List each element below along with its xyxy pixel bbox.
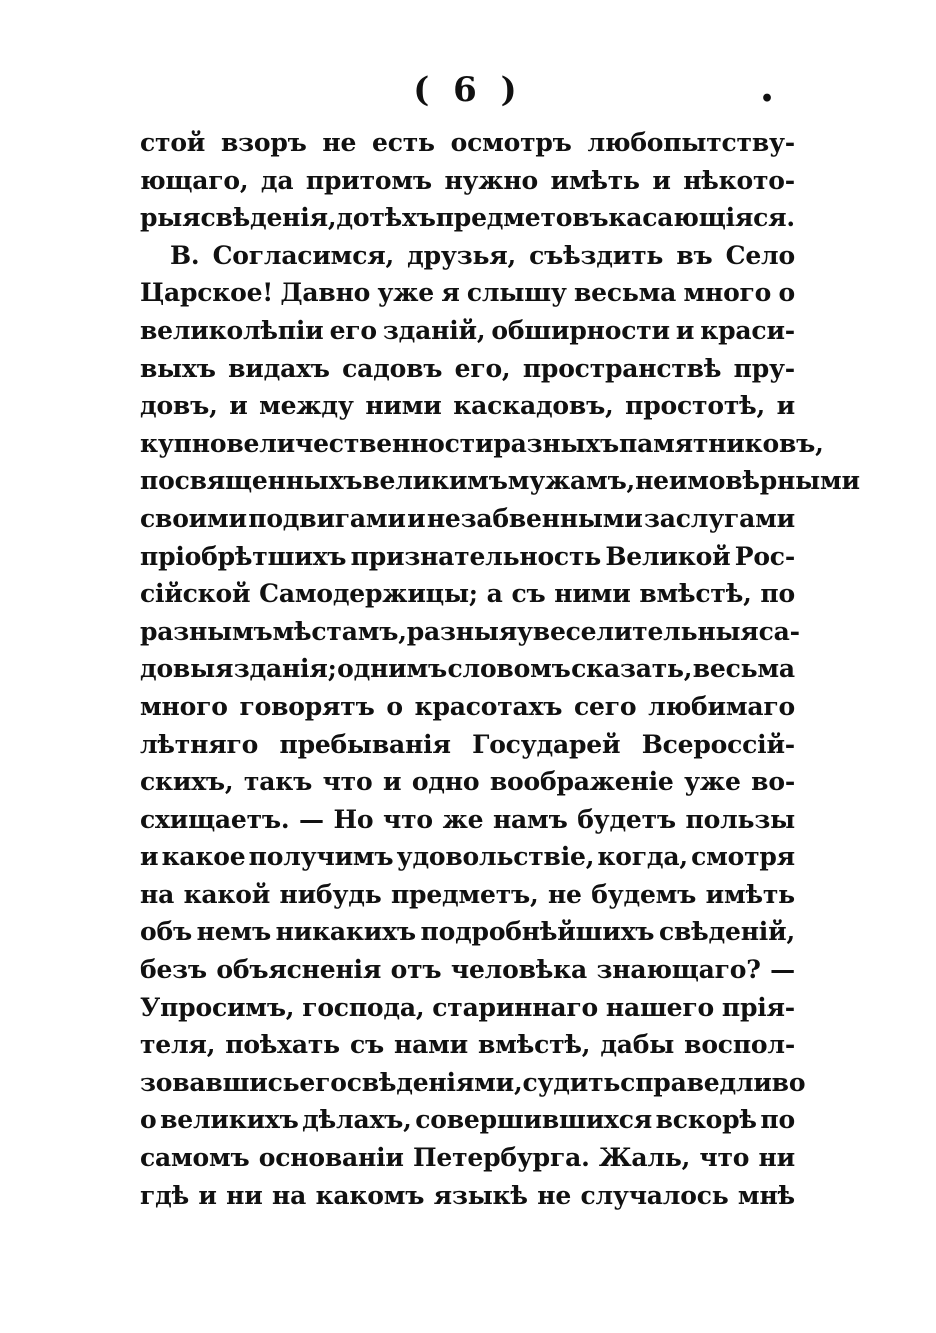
word: основаніи xyxy=(258,1143,404,1173)
word: предметовъ xyxy=(435,203,609,233)
word: какомъ xyxy=(315,1180,425,1210)
word: я xyxy=(441,278,460,308)
word: зовавшись xyxy=(140,1067,300,1097)
word: когда, xyxy=(597,842,688,872)
word: Всероссій- xyxy=(641,729,795,759)
word: великолѣпіи xyxy=(140,315,324,345)
word: пользы xyxy=(685,804,795,834)
text-line xyxy=(140,312,795,350)
text-line xyxy=(140,613,800,651)
word: сказать, xyxy=(571,654,693,684)
page-number: ( 6 ) xyxy=(413,70,523,110)
word: одно xyxy=(411,767,480,797)
word: отъ xyxy=(390,955,442,985)
text-line xyxy=(140,350,795,388)
word: дѣлахъ, xyxy=(302,1105,412,1135)
word: незабвенными xyxy=(426,503,643,533)
word: обширности xyxy=(491,315,670,345)
text-line xyxy=(140,387,795,425)
word: будетъ xyxy=(577,804,676,834)
word: стариннаго xyxy=(432,992,598,1022)
text-line xyxy=(140,1177,795,1215)
word: справедливо xyxy=(620,1067,806,1097)
word: Царское! xyxy=(140,278,274,308)
word: дабы xyxy=(600,1030,675,1060)
word: ними xyxy=(365,391,442,421)
print-mark: • xyxy=(760,86,775,112)
word: случалось xyxy=(580,1180,729,1210)
word: разнымъ xyxy=(140,616,273,646)
word: совершившихся xyxy=(415,1105,653,1135)
word: Самодержицы; xyxy=(259,579,478,609)
text-line xyxy=(140,575,795,613)
word: свѣденіями, xyxy=(346,1067,523,1097)
word: разныхъ xyxy=(493,428,619,458)
word: стой xyxy=(140,128,206,157)
word: смотря xyxy=(691,842,795,872)
word: его xyxy=(329,315,377,345)
word: нѣкото- xyxy=(683,165,795,195)
word: воспол- xyxy=(684,1030,795,1060)
word: осмотръ xyxy=(450,128,572,157)
word: о xyxy=(386,691,403,721)
word: свѣденія, xyxy=(200,203,337,233)
word: прія- xyxy=(721,992,795,1022)
text-line xyxy=(140,462,860,500)
word: — xyxy=(299,804,324,834)
word: о xyxy=(140,1105,157,1135)
word: вмѣстѣ, xyxy=(478,1030,591,1060)
word: много xyxy=(140,691,228,721)
text-line xyxy=(140,726,795,764)
word: вскорѣ xyxy=(655,1105,757,1135)
text-line xyxy=(140,1064,806,1102)
word: мужамъ, xyxy=(507,466,636,496)
word: схищаетъ. xyxy=(140,804,290,834)
word: памятниковъ, xyxy=(619,428,824,458)
text-line xyxy=(140,237,795,275)
word: ними xyxy=(554,579,631,609)
word: взоръ xyxy=(220,128,307,157)
word: есть xyxy=(372,128,435,157)
word: уже xyxy=(377,278,435,308)
word: великимъ xyxy=(362,466,508,496)
word: воображеніе xyxy=(489,767,674,797)
word: да xyxy=(260,165,294,195)
word: его, xyxy=(454,353,511,383)
word: господа, xyxy=(302,992,425,1022)
body-text xyxy=(140,124,860,1214)
word: что xyxy=(699,1143,750,1173)
word: и xyxy=(382,767,402,797)
word: Село xyxy=(725,240,795,270)
word: и xyxy=(652,165,671,195)
word: краси- xyxy=(700,315,795,345)
word: съѣздить xyxy=(529,240,664,270)
word: неимовѣрными xyxy=(635,466,860,496)
word: лѣтняго xyxy=(140,729,259,759)
word: и xyxy=(776,391,795,421)
text-line xyxy=(140,425,824,463)
word: видахъ xyxy=(228,353,330,383)
word: притомъ xyxy=(305,165,432,195)
word: его xyxy=(299,1067,347,1097)
word: однимъ xyxy=(337,654,448,684)
text-line xyxy=(140,124,795,162)
word: судить xyxy=(522,1067,621,1097)
text-line xyxy=(140,876,795,914)
text-line xyxy=(140,763,795,801)
word: рыя xyxy=(140,203,201,233)
text-line xyxy=(140,199,795,237)
word: ни xyxy=(758,1143,795,1173)
word: увеселительныя xyxy=(516,616,759,646)
text-line xyxy=(140,913,795,951)
word: какое xyxy=(161,842,246,872)
word: имѣть xyxy=(550,165,640,195)
word: скихъ, xyxy=(140,767,234,797)
word: пространствѣ xyxy=(522,353,722,383)
word: по xyxy=(760,579,795,609)
word: Жаль, xyxy=(598,1143,691,1173)
word: не xyxy=(322,128,357,157)
text-line xyxy=(140,688,795,726)
text-line xyxy=(140,1026,795,1064)
word: поѣхать xyxy=(225,1030,340,1060)
word: по xyxy=(760,1105,795,1135)
word: признательность xyxy=(350,541,602,571)
word: о xyxy=(778,278,795,308)
word: объ xyxy=(140,917,192,947)
word: много xyxy=(683,278,772,308)
word: что xyxy=(383,804,433,834)
word: Но xyxy=(333,804,374,834)
word: выхъ xyxy=(140,353,216,383)
word: величественности xyxy=(226,428,494,458)
word: а xyxy=(486,579,503,609)
word: и xyxy=(229,391,248,421)
word: же xyxy=(442,804,484,834)
word: сего xyxy=(574,691,637,721)
word: красотахъ xyxy=(414,691,563,721)
word: сійской xyxy=(140,579,251,609)
word: что xyxy=(322,767,373,797)
word: пріобрѣтшихъ xyxy=(140,541,347,571)
text-line xyxy=(140,1101,795,1139)
word: говорятъ xyxy=(239,691,375,721)
word: объясненія xyxy=(216,955,382,985)
word: и xyxy=(140,842,159,872)
word: удовольствіе, xyxy=(396,842,595,872)
word: свѣденій, xyxy=(658,917,795,947)
word: вмѣстѣ, xyxy=(639,579,752,609)
word: до xyxy=(336,203,370,233)
text-line xyxy=(140,650,795,688)
text-line xyxy=(140,1139,795,1177)
word: и xyxy=(198,1180,217,1210)
word: никакихъ xyxy=(275,917,416,947)
word: языкѣ xyxy=(433,1180,528,1210)
word: Рос- xyxy=(734,541,795,571)
word: во- xyxy=(751,767,795,797)
word: и xyxy=(675,315,695,345)
word: В. xyxy=(170,240,200,270)
word: довыя xyxy=(140,654,234,684)
word: нужно xyxy=(444,165,538,195)
word: ни xyxy=(226,1180,263,1210)
word: человѣка xyxy=(450,955,587,985)
word: садовъ xyxy=(342,353,443,383)
word: са- xyxy=(758,616,800,646)
word: предметъ, xyxy=(390,879,539,909)
word: любопытству- xyxy=(587,128,795,157)
word: получимъ xyxy=(248,842,394,872)
word: имѣть xyxy=(705,879,795,909)
word: купно xyxy=(140,428,227,458)
word: довъ, xyxy=(140,391,218,421)
word: тѣхъ xyxy=(369,203,436,233)
word: Великой xyxy=(605,541,731,571)
word: слышу xyxy=(466,278,567,308)
word: весьма xyxy=(573,278,677,308)
word: самомъ xyxy=(140,1143,250,1173)
word: Давно xyxy=(280,278,371,308)
word: подвигами xyxy=(248,503,406,533)
word: заслугами xyxy=(644,503,795,533)
text-line xyxy=(140,838,795,876)
text-line xyxy=(140,801,795,839)
word: будемъ xyxy=(591,879,697,909)
text-line xyxy=(140,989,795,1027)
word: нибудь xyxy=(279,879,382,909)
word: знающаго? xyxy=(596,955,761,985)
text-line xyxy=(140,500,795,538)
word: пру- xyxy=(733,353,795,383)
word: Согласимся, xyxy=(212,240,394,270)
text-line xyxy=(140,538,795,576)
word: словомъ xyxy=(447,654,571,684)
word: съ xyxy=(511,579,546,609)
word: съ xyxy=(349,1030,384,1060)
word: любимаго xyxy=(648,691,795,721)
word: зданія; xyxy=(233,654,337,684)
word: мнѣ xyxy=(737,1180,795,1210)
word: разныя xyxy=(406,616,517,646)
text-line xyxy=(140,951,795,989)
word: не xyxy=(537,1180,572,1210)
word: немъ xyxy=(196,917,271,947)
word: друзья, xyxy=(407,240,516,270)
word: зданій, xyxy=(382,315,486,345)
word: нашего xyxy=(605,992,714,1022)
word: мѣстамъ, xyxy=(272,616,407,646)
word: безъ xyxy=(140,955,207,985)
word: Государей xyxy=(472,729,621,759)
word: своими xyxy=(140,503,247,533)
word: не xyxy=(547,879,582,909)
word: теля, xyxy=(140,1030,216,1060)
word: на xyxy=(272,1180,307,1210)
text-line xyxy=(140,274,795,312)
word: гдѣ xyxy=(140,1180,189,1210)
word: подробнѣйшихъ xyxy=(420,917,655,947)
word: и xyxy=(407,503,426,533)
word: Петербурга. xyxy=(413,1143,590,1173)
word: касающіяся. xyxy=(608,203,795,233)
word: посвященныхъ xyxy=(140,466,363,496)
word: — xyxy=(770,955,795,985)
word: великихъ xyxy=(160,1105,299,1135)
word: ющаго, xyxy=(140,165,249,195)
text-line xyxy=(140,162,795,200)
word: на xyxy=(140,879,175,909)
word: такъ xyxy=(243,767,313,797)
word: весьма xyxy=(692,654,795,684)
word: какой xyxy=(183,879,271,909)
word: каскадовъ, xyxy=(453,391,614,421)
word: простотѣ, xyxy=(625,391,765,421)
word: Упросимъ, xyxy=(140,992,295,1022)
word: намъ xyxy=(492,804,568,834)
word: въ xyxy=(676,240,713,270)
word: пребыванія xyxy=(279,729,451,759)
word: между xyxy=(259,391,354,421)
word: нами xyxy=(394,1030,468,1060)
word: уже xyxy=(684,767,741,797)
